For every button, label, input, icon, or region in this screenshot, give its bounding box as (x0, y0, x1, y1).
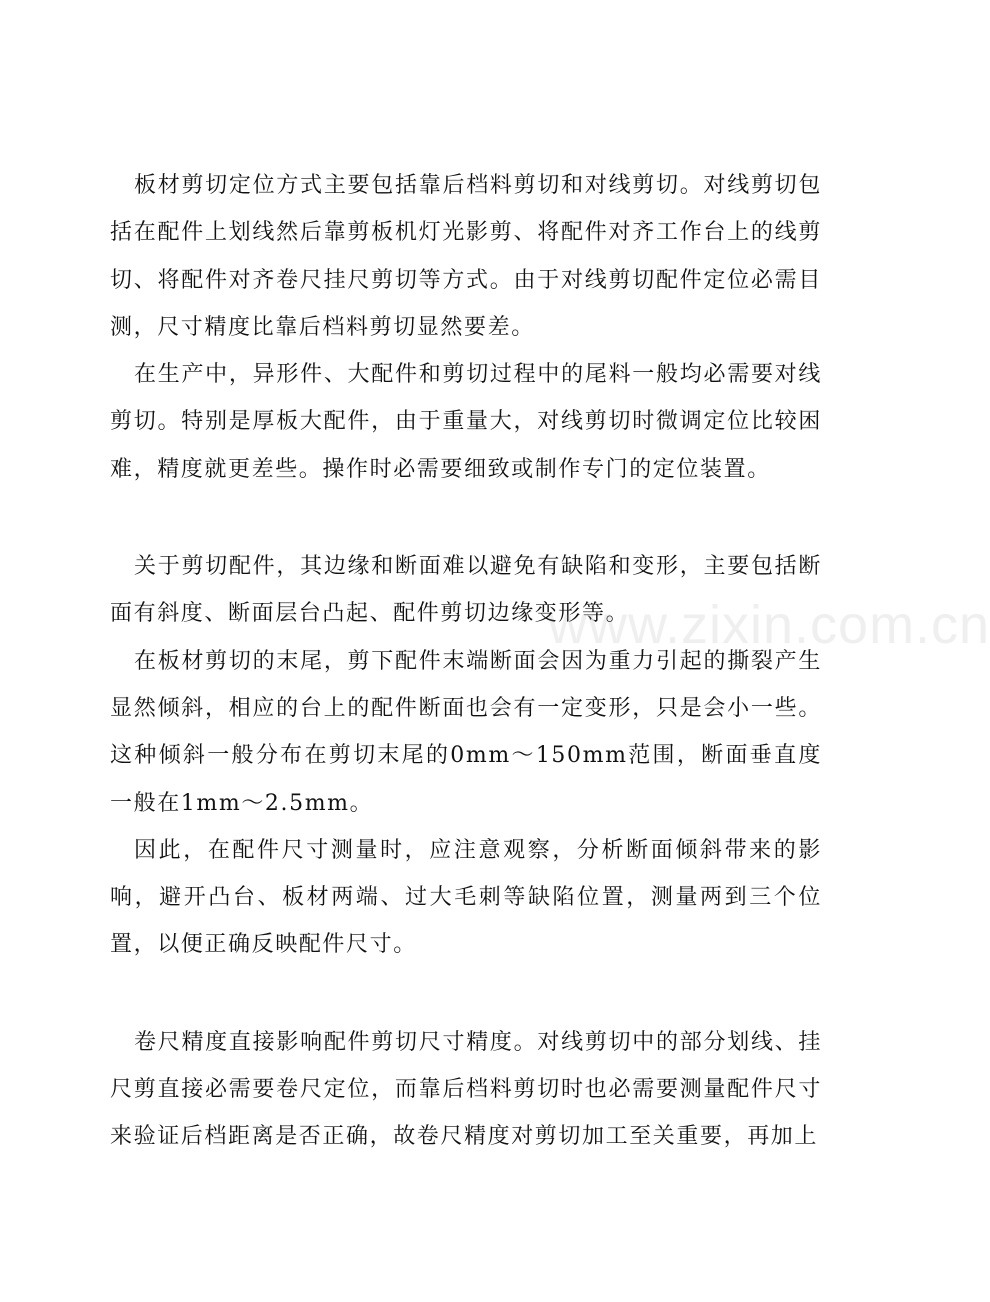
paragraph: 在板材剪切的末尾，剪下配件末端断面会因为重力引起的撕裂产生显然倾斜，相应的台上的配件断面也会有一定变形，只是会小一些。这种倾斜一般分布在剪切末尾的0mm～150mm范围，断面垂直度一般在1mm～2.5mm。 (110, 648, 822, 816)
paragraph: 因此，在配件尺寸测量时，应注意观察，分析断面倾斜带来的影响，避开凸台、板材两端、过大毛刺等缺陷位置，测量两到三个位置，以便正确反映配件尺寸。 (110, 837, 822, 958)
paragraph: 关于剪切配件，其边缘和断面难以避免有缺陷和变形，主要包括断面有斜度、断面层台凸起、配件剪切边缘变形等。 (110, 554, 822, 627)
section-gap (110, 969, 822, 1019)
paragraph: 卷尺精度直接影响配件剪切尺寸精度。对线剪切中的部分划线、挂尺剪直接必需要卷尺定位，而靠后档料剪切时也必需要测量配件尺寸来验证后档距离是否正确，故卷尺精度对剪切加工至关重要，再加上 (110, 1029, 822, 1150)
paragraph: 板材剪切定位方式主要包括靠后档料剪切和对线剪切。对线剪切包括在配件上划线然后靠剪板机灯光影剪、将配件对齐工作台上的线剪切、将配件对齐卷尺挂尺剪切等方式。由于对线剪切配件定位必需目测，尺寸精度比靠后档料剪切显然要差。 (110, 173, 822, 340)
section-cutting-positioning (110, 162, 822, 493)
section-gap (110, 493, 822, 543)
document-body (110, 162, 822, 1161)
watermark: www.zixin.com.cn (548, 595, 990, 655)
section-edge-defects (110, 543, 822, 969)
section-tape-measure (110, 1019, 822, 1161)
paragraph: 在生产中，异形件、大配件和剪切过程中的尾料一般均必需要对线剪切。特别是厚板大配件，由于重量大，对线剪切时微调定位比较困难，精度就更差些。操作时必需要细致或制作专门的定位装置。 (110, 362, 822, 482)
